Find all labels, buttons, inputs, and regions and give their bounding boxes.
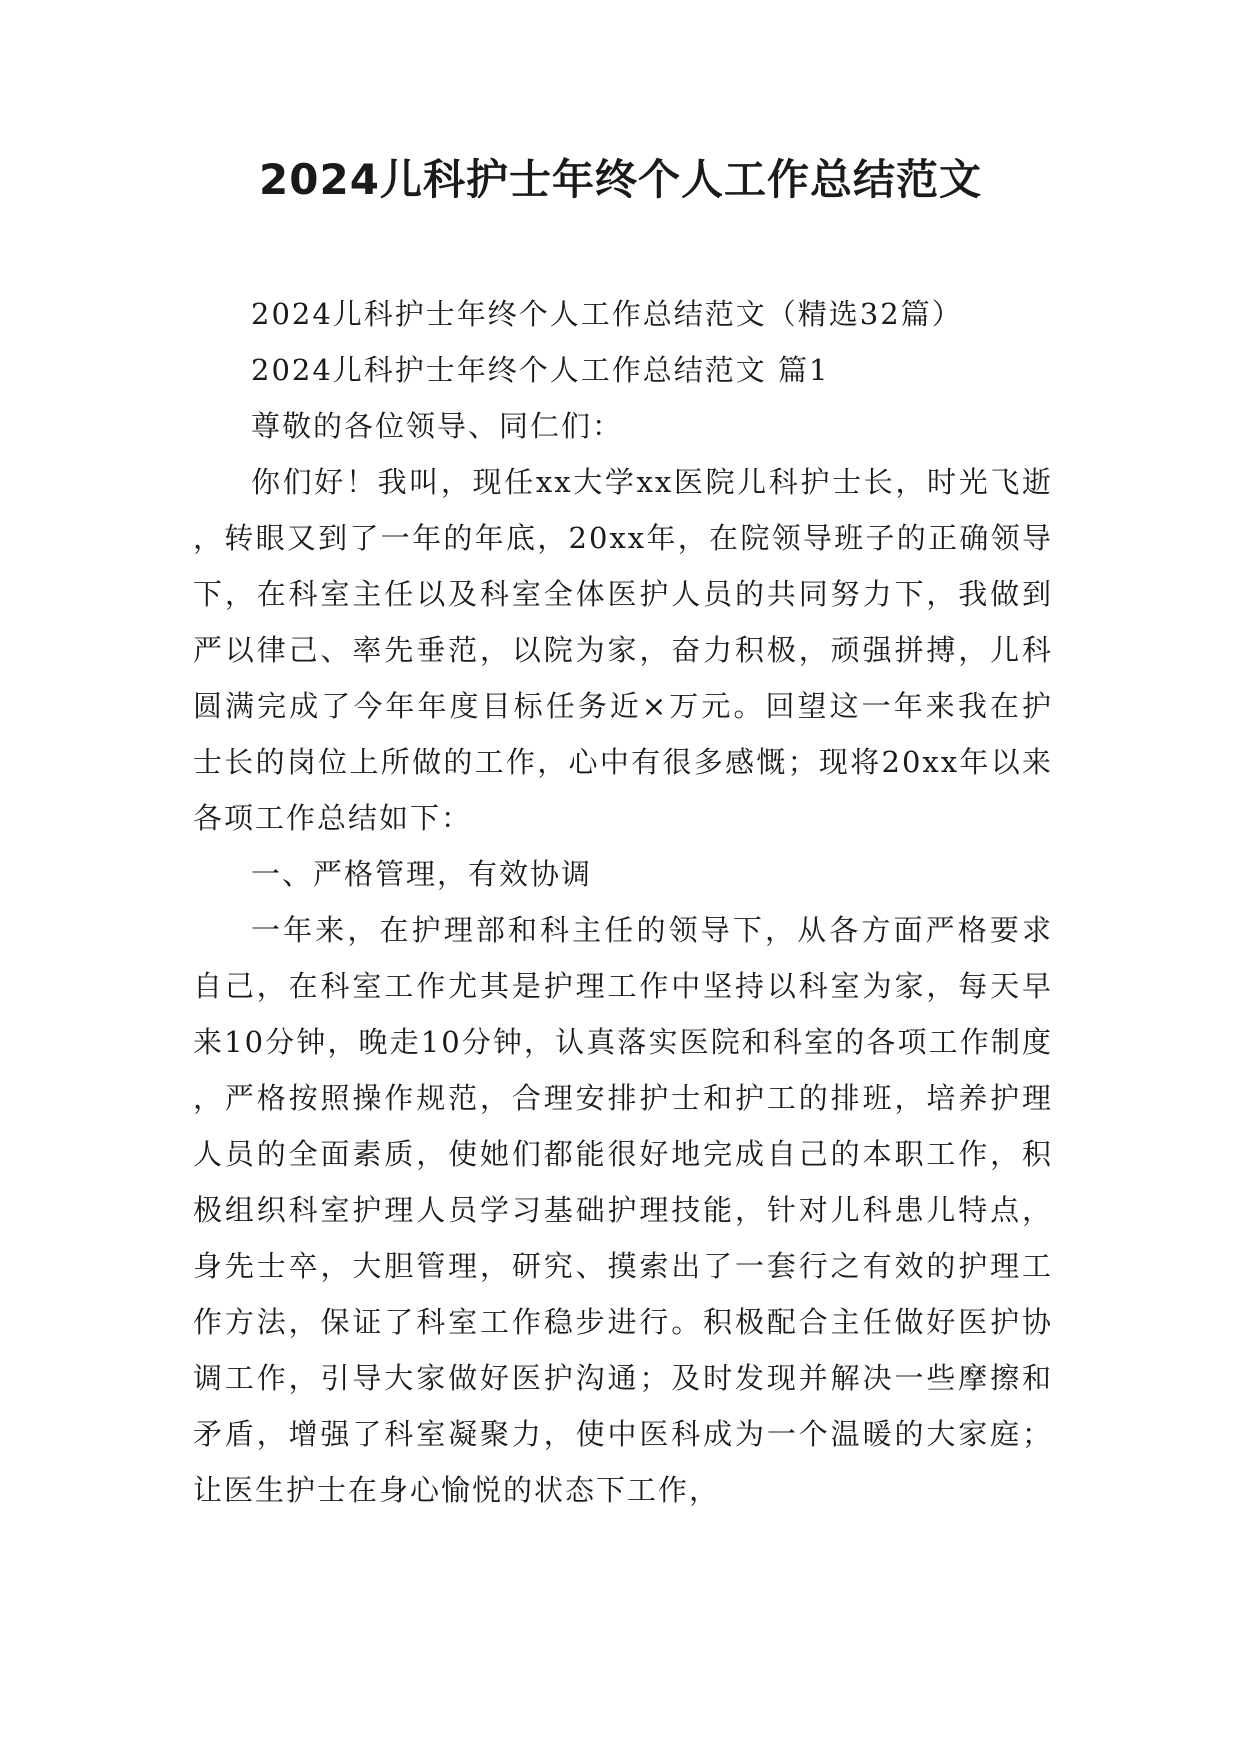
section-heading-article-1: 2024儿科护士年终个人工作总结范文 篇1 <box>251 353 830 387</box>
document-title: 2024儿科护士年终个人工作总结范文 <box>259 155 982 204</box>
document-body <box>193 286 1053 1518</box>
section-heading-1: 一、严格管理，有效协调 <box>251 857 593 891</box>
subtitle-paragraph: 2024儿科护士年终个人工作总结范文（精选32篇） <box>251 297 963 331</box>
body-paragraph: 一年来，在护理部和科主任的领导下，从各方面严格要求自己，在科室工作尤其是护理工作中坚持以科室为家，每天早来10分钟，晚走10分钟，认真落实医院和科室的各项工作制度，严格按照操作规范，合理安排护士和护工的排班，培养护理人员的全面素质，使她们都能很好地完成自己的本职工作，积极组织科室护理人员学习基础护理技能，针对儿科患儿特点，身先士卒，大胆管理，研究、摸索出了一套行之有效的护理工作方法，保证了科室工作稳步进行。积极配合主任做好医护协调工作，引导大家做好医护沟通；及时发现并解决一些摩擦和矛盾，增强了科室凝聚力，使中医科成为一个温暖的大家庭；让医生护士在身心愉悦的状态下工作， <box>193 913 1053 1507</box>
salutation-paragraph: 尊敬的各位领导、同仁们： <box>251 409 624 443</box>
intro-paragraph: 你们好！我叫，现任xx大学xx医院儿科护士长，时光飞逝，转眼又到了一年的年底，20xx年，在院领导班子的正确领导下，在科室主任以及科室全体医护人员的共同努力下，我做到严以律己、率先垂范，以院为家，奋力积极，顽强拼搏，儿科圆满完成了今年年度目标任务近×万元。回望这一年来我在护士长的岗位上所做的工作，心中有很多感慨；现将20xx年以来各项工作总结如下： <box>193 465 1053 835</box>
